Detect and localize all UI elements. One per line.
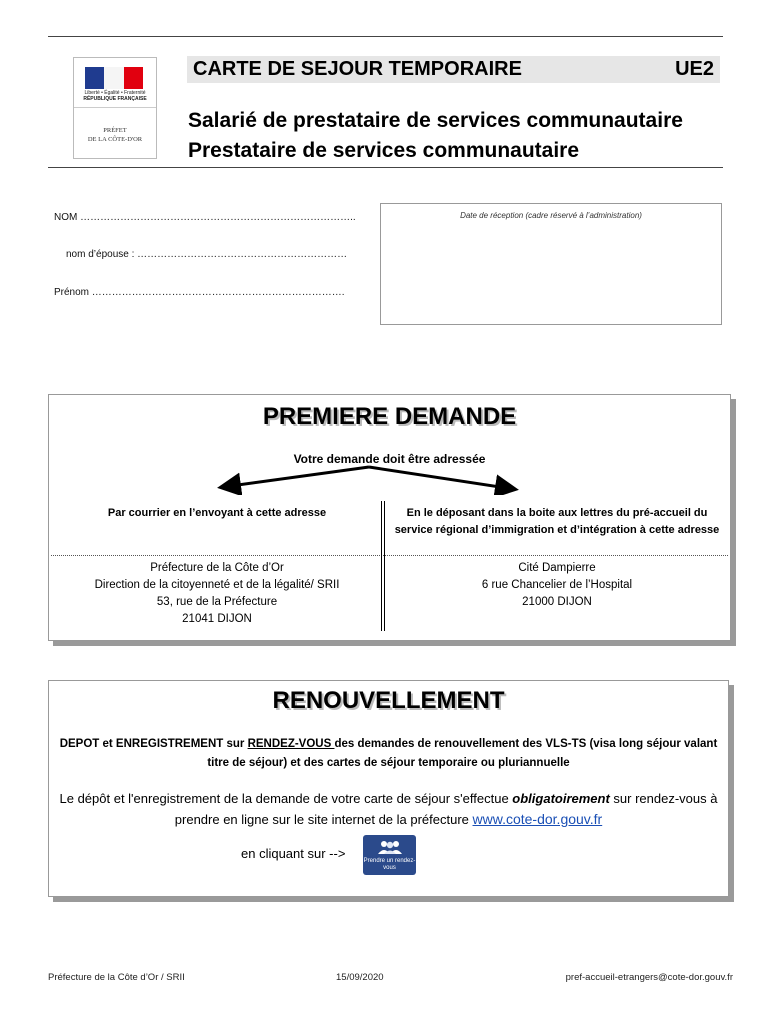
prenom-field[interactable]: Prénom …………………………………………………………………. — [54, 287, 345, 298]
depot-heading: En le déposant dans la boite aux lettres du pré-accueil du service régional d’immigration et d’intégration à cette adresse — [394, 507, 720, 536]
premiere-demande-title: PREMIERE DEMANDE — [262, 403, 517, 430]
prefet-text: PRÉFET DE LA CÔTE-D'OR — [87, 127, 143, 143]
column-separator — [381, 501, 385, 631]
dampierre-address: Cité Dampierre 6 rue Chancelier de l’Hospital 21000 DIJON — [481, 562, 633, 608]
nom-field[interactable]: NOM ……………………………………………………………………….. — [54, 212, 356, 223]
footer-left: Préfecture de la Côte d’Or / SRII — [48, 972, 185, 983]
title-bar — [187, 56, 720, 83]
date-reception-box — [380, 203, 722, 325]
header-bottom-rule — [48, 167, 723, 168]
rdv-button-label: Prendre un rendez-vous — [363, 858, 416, 871]
republique-logo — [73, 57, 157, 159]
prendre-rendez-vous-button[interactable] — [363, 835, 416, 875]
premiere-intro: Votre demande doit être adressée — [293, 452, 486, 466]
marianne-flag-icon — [85, 67, 143, 89]
subtitle: Salarié de prestataire de services communautaire Prestataire de services communautaire — [188, 109, 683, 162]
top-rule — [48, 36, 723, 37]
renouvellement-text: Le dépôt et l'enregistrement de la demande de votre carte de séjour s'effectue obligatoirement sur rendez-vous à prendre en ligne sur le site internet de la préfecture www.cote-dor.gouv.fr — [59, 791, 718, 827]
direction-arrows-icon — [209, 461, 529, 495]
prefecture-website-link[interactable]: www.cote-dor.gouv.fr — [472, 811, 603, 827]
renouvellement-title: RENOUVELLEMENT — [272, 687, 505, 714]
premiere-demande-panel — [48, 394, 731, 641]
nom-epouse-field[interactable]: nom d’épouse : ……………………………………………………… — [66, 249, 348, 260]
courrier-heading: Par courrier en l’envoyant à cette adresse — [107, 507, 327, 519]
prefecture-address: Préfecture de la Côte d’Or Direction de la citoyenneté et de la légalité/ SRII 53, rue de la Préfecture 21041 DIJON — [94, 562, 340, 625]
click-instruction: en cliquant sur --> — [241, 846, 346, 861]
footer-date: 15/09/2020 — [336, 972, 384, 983]
footer-email: pref-accueil-etrangers@cote-dor.gouv.fr — [565, 972, 733, 983]
card-code: UE2 — [675, 58, 714, 80]
renouvellement-notice: DEPOT et ENREGISTREMENT sur RENDEZ-VOUS des demandes de renouvellement des VLS-TS (visa long séjour valant titre de séjour) et des cartes de séjour temporaire ou pluriannuelle — [59, 738, 718, 769]
page-title: CARTE DE SEJOUR TEMPORAIRE — [193, 58, 522, 80]
people-icon — [377, 840, 403, 854]
date-reception-label: Date de réception (cadre réservé à l’administration) — [460, 211, 642, 220]
rf-text: Liberté • Égalité • Fraternité RÉPUBLIQUE FRANÇAISE — [83, 90, 147, 102]
